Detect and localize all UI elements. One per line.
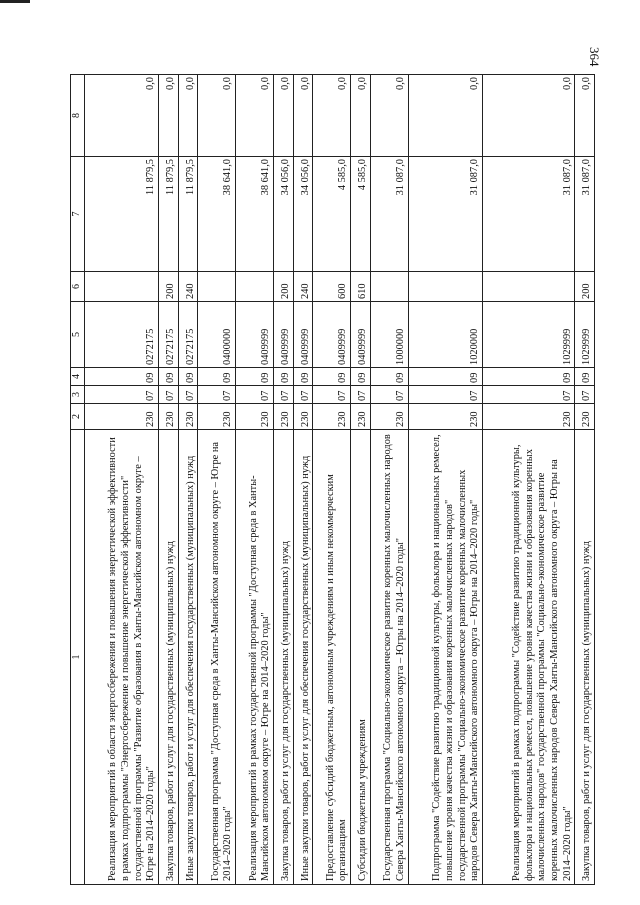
cell-amount-2: 0,0 [293,75,313,157]
cell-amount: 31 087,0 [370,157,408,272]
cell-amount-2: 0,0 [273,75,293,157]
table-row [575,75,595,885]
row-description: Субсидии бюджетным учреждениям [351,430,371,885]
cell-subsection-code: 09 [575,368,595,386]
row-description: Государственная программа "Социально-экономическое развитие коренных малочисленных народов Севера Ханты-Мансийского автономного округа – Югры на 2014–2020 годы" [370,430,408,885]
cell-expense-type: 240 [293,272,313,302]
cell-expense-type [84,272,158,302]
cell-target-code: 0400000 [198,302,236,368]
cell-target-code: 1020000 [408,302,482,368]
cell-subsection-code: 09 [313,368,351,386]
table-row [84,75,158,885]
cell-amount: 11 879,5 [158,157,178,272]
header-row [71,75,85,885]
column-header: 3 [71,386,85,404]
cell-subsection-code: 09 [236,368,274,386]
cell-amount: 31 087,0 [575,157,595,272]
cell-amount-2: 0,0 [236,75,274,157]
cell-amount-2: 0,0 [313,75,351,157]
table-row [198,75,236,885]
cell-ministry-code: 230 [198,404,236,430]
table-row [370,75,408,885]
table-row [293,75,313,885]
cell-amount-2: 0,0 [84,75,158,157]
cell-subsection-code: 09 [198,368,236,386]
cell-section-code: 07 [236,386,274,404]
cell-expense-type: 240 [178,272,198,302]
table-row [351,75,371,885]
cell-ministry-code: 230 [575,404,595,430]
cell-ministry-code: 230 [178,404,198,430]
cell-amount-2: 0,0 [198,75,236,157]
cell-subsection-code: 09 [84,368,158,386]
row-description: Иные закупки товаров, работ и услуг для обеспечения государственных (муниципальных) нужд [293,430,313,885]
cell-amount: 4 585,0 [313,157,351,272]
cell-target-code: 0272175 [178,302,198,368]
row-description: Реализация мероприятий в рамках подпрограммы "Содействие развитию традиционной культуры, фольклора и национальных ремесел, повышение уровня качества жизни и образования коренных малочисленных народов" государственной программы "Социально-экономическое развитие коренных малочисленных народов Севера Ханты-Мансийского автономного округа – Югры на 2014–2020 годы" [482,430,574,885]
cell-section-code: 07 [408,386,482,404]
cell-expense-type: 200 [158,272,178,302]
cell-target-code: 0409999 [236,302,274,368]
cell-target-code: 1029999 [482,302,574,368]
cell-ministry-code: 230 [370,404,408,430]
cell-section-code: 07 [351,386,371,404]
row-description: Предоставление субсидий бюджетным, автономным учреждениям и иным некоммерческим организациям [313,430,351,885]
cell-expense-type [198,272,236,302]
cell-expense-type [370,272,408,302]
cell-section-code: 07 [370,386,408,404]
cell-expense-type [408,272,482,302]
cell-subsection-code: 09 [158,368,178,386]
column-header: 4 [71,368,85,386]
row-description: Реализация мероприятий в рамках государственной программы "Доступная среда в Ханты-Мансийском автономном округе – Югре на 2014–2020 годы" [236,430,274,885]
cell-expense-type [236,272,274,302]
cell-ministry-code: 230 [313,404,351,430]
cell-target-code: 1029999 [575,302,595,368]
row-description: Реализация мероприятий в области энергосбережения и повышения энергетической эффективности в рамках подпрограммы "Энергосбережение и повышение энергетической эффективности" государственной программы "Развитие образования в Ханты-Мансийском автономном округе – Югре на 2014–2020 годы" [84,430,158,885]
column-header: 7 [71,157,85,272]
row-description: Закупка товаров, работ и услуг для государственных (муниципальных) нужд [158,430,178,885]
cell-ministry-code: 230 [236,404,274,430]
table-row [236,75,274,885]
row-description: Государственная программа "Доступная среда в Ханты-Мансийском автономном округе – Югре на 2014–2020 годы" [198,430,236,885]
table-row [482,75,574,885]
table-row [158,75,178,885]
cell-ministry-code: 230 [482,404,574,430]
cell-expense-type: 600 [313,272,351,302]
cell-subsection-code: 09 [408,368,482,386]
column-header: 8 [71,75,85,157]
cell-section-code: 07 [575,386,595,404]
table-row [273,75,293,885]
cell-target-code: 0409999 [273,302,293,368]
cell-section-code: 07 [178,386,198,404]
cell-section-code: 07 [313,386,351,404]
row-description: Подпрограмма "Содействие развитию традиционной культуры, фольклора и национальных ремесел, повышение уровня качества жизни и образования коренных малочисленных народов" государственной программы "Социально-экономическое развитие коренных малочисленных народов Севера Ханты-Мансийского автономного округа – Югры на 2014–2020 годы" [408,430,482,885]
cell-section-code: 07 [158,386,178,404]
row-description: Закупка товаров, работ и услуг для государственных (муниципальных) нужд [575,430,595,885]
cell-section-code: 07 [273,386,293,404]
cell-amount-2: 0,0 [351,75,371,157]
table-row [313,75,351,885]
cell-ministry-code: 230 [293,404,313,430]
cell-amount-2: 0,0 [408,75,482,157]
cell-expense-type: 610 [351,272,371,302]
rotated-page-content [70,75,595,885]
cell-target-code: 0409999 [351,302,371,368]
cell-ministry-code: 230 [158,404,178,430]
cell-ministry-code: 230 [84,404,158,430]
table-row [408,75,482,885]
cell-ministry-code: 230 [273,404,293,430]
cell-target-code: 0409999 [313,302,351,368]
cell-target-code: 0409999 [293,302,313,368]
cell-amount-2: 0,0 [370,75,408,157]
cell-expense-type: 200 [575,272,595,302]
cell-amount: 38 641,0 [236,157,274,272]
cell-target-code: 0272175 [84,302,158,368]
cell-amount: 31 087,0 [482,157,574,272]
cell-subsection-code: 09 [482,368,574,386]
cell-subsection-code: 09 [178,368,198,386]
cell-amount: 11 879,5 [84,157,158,272]
scan-edge-mark [0,0,30,3]
cell-section-code: 07 [84,386,158,404]
cell-expense-type [482,272,574,302]
cell-subsection-code: 09 [273,368,293,386]
column-header: 1 [71,430,85,885]
budget-table [70,74,595,885]
cell-target-code: 0272175 [158,302,178,368]
cell-amount: 34 056,0 [273,157,293,272]
cell-target-code: 1000000 [370,302,408,368]
column-header: 6 [71,272,85,302]
cell-amount: 34 056,0 [293,157,313,272]
cell-ministry-code: 230 [408,404,482,430]
column-header: 2 [71,404,85,430]
column-header: 5 [71,302,85,368]
cell-amount-2: 0,0 [575,75,595,157]
cell-amount: 11 879,5 [178,157,198,272]
cell-amount: 4 585,0 [351,157,371,272]
cell-section-code: 07 [198,386,236,404]
cell-amount-2: 0,0 [158,75,178,157]
cell-subsection-code: 09 [370,368,408,386]
cell-expense-type: 200 [273,272,293,302]
cell-subsection-code: 09 [293,368,313,386]
page-number: 364 [587,47,602,67]
cell-section-code: 07 [482,386,574,404]
cell-amount-2: 0,0 [178,75,198,157]
cell-amount: 38 641,0 [198,157,236,272]
row-description: Иные закупки товаров, работ и услуг для обеспечения государственных (муниципальных) нужд [178,430,198,885]
cell-amount-2: 0,0 [482,75,574,157]
table-row [178,75,198,885]
cell-subsection-code: 09 [351,368,371,386]
row-description: Закупка товаров, работ и услуг для государственных (муниципальных) нужд [273,430,293,885]
cell-section-code: 07 [293,386,313,404]
cell-amount: 31 087,0 [408,157,482,272]
cell-ministry-code: 230 [351,404,371,430]
